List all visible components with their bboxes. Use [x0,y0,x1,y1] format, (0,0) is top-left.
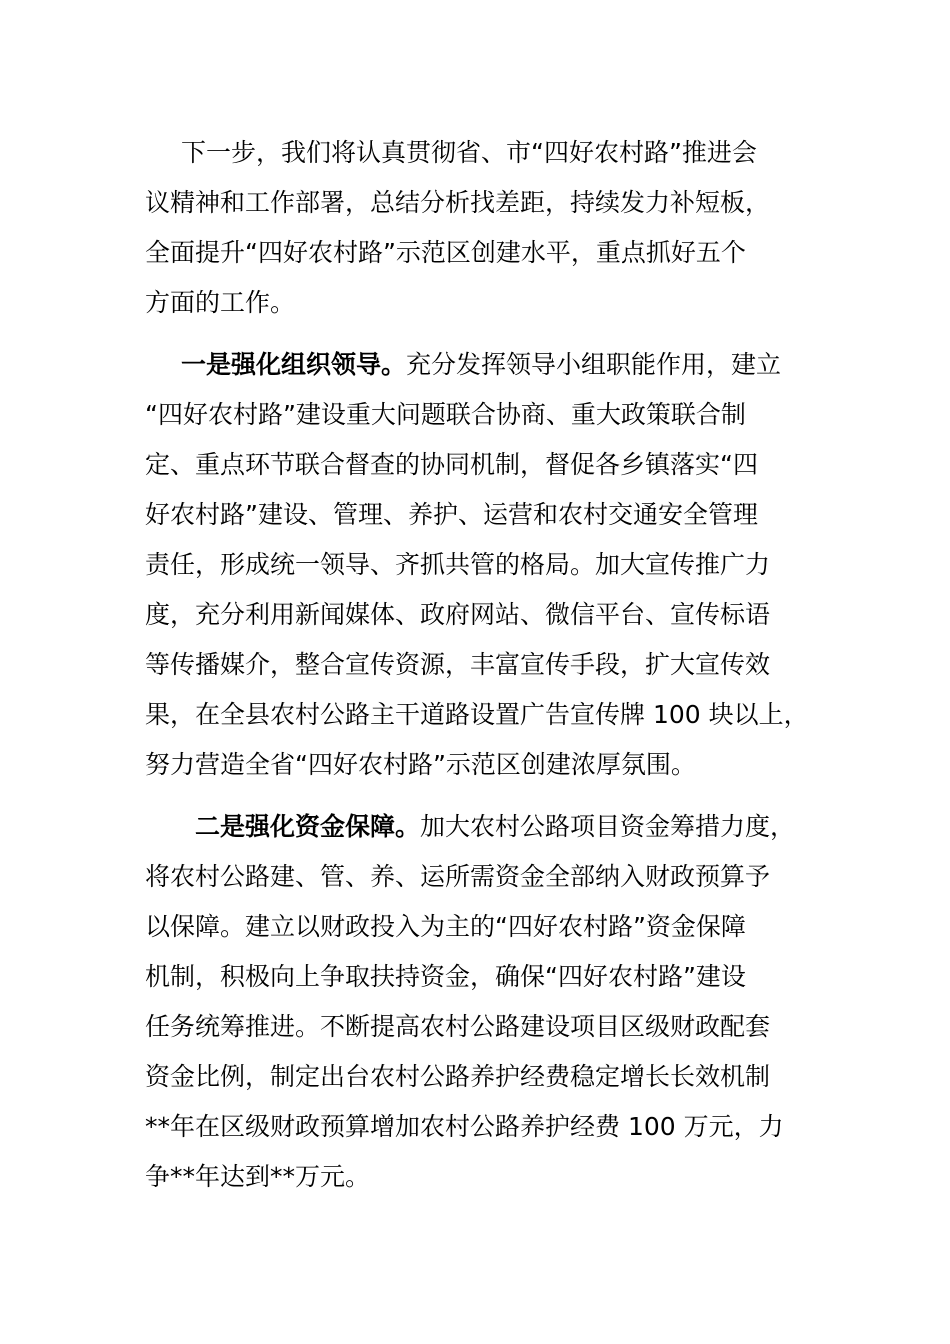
text-line: 下一步，我们将认真贯彻省、市“四好农村路”推进会 [181,138,757,167]
text-line: 方面的工作。 [145,288,296,317]
text-line: 责任，形成统一领导、齐抓共管的格局。加大宣传推广力 [145,550,771,579]
text-line: 机制，积极向上争取扶持资金，确保“四好农村路”建设 [145,962,746,991]
paragraph-intro [145,128,825,328]
text-line: 等传播媒介，整合宣传资源，丰富宣传手段，扩大宣传效 [145,650,771,679]
text-line: 全面提升“四好农村路”示范区创建水平，重点抓好五个 [145,238,746,267]
text-line: 果，在全县农村公路主干道路设置广告宣传牌 100 块以上， [145,700,809,729]
text-line: 努力营造全省“四好农村路”示范区创建浓厚氛围。 [145,750,696,779]
section-heading: 二是强化资金保障。 [195,812,421,841]
paragraph-gap [145,328,825,340]
text-line: 资金比例，制定出台农村公路养护经费稳定增长长效机制 [145,1062,771,1091]
document-body [145,128,825,1202]
text-line: 好农村路”建设、管理、养护、运营和农村交通安全管理 [145,500,758,529]
text-line [145,802,825,852]
text-line: 将农村公路建、管、养、运所需资金全部纳入财政预算予 [145,862,771,891]
text-line: 争**年达到**万元。 [145,1162,371,1191]
text-line: 议精神和工作部署，总结分析找差距，持续发力补短板， [145,188,771,217]
text-line: 任务统筹推进。不断提高农村公路建设项目区级财政配套 [145,1012,771,1041]
text-line: “四好农村路”建设重大问题联合协商、重大政策联合制 [145,400,746,429]
text-line: 度，充分利用新闻媒体、政府网站、微信平台、宣传标语 [145,600,771,629]
text-line [145,340,825,390]
section-heading: 一是强化组织领导。 [181,350,407,379]
paragraph-funding-guarantee [145,802,825,1202]
paragraph-organization-leadership [145,340,825,790]
text-line: **年在区级财政预算增加农村公路养护经费 100 万元，力 [145,1112,784,1141]
text-line: 定、重点环节联合督查的协同机制，督促各乡镇落实“四 [145,450,758,479]
paragraph-gap [145,790,825,802]
section-text: 加大农村公路项目资金筹措力度， [420,812,796,841]
text-line: 以保障。建立以财政投入为主的“四好农村路”资金保障 [145,912,746,941]
section-text: 充分发挥领导小组职能作用，建立 [406,350,782,379]
